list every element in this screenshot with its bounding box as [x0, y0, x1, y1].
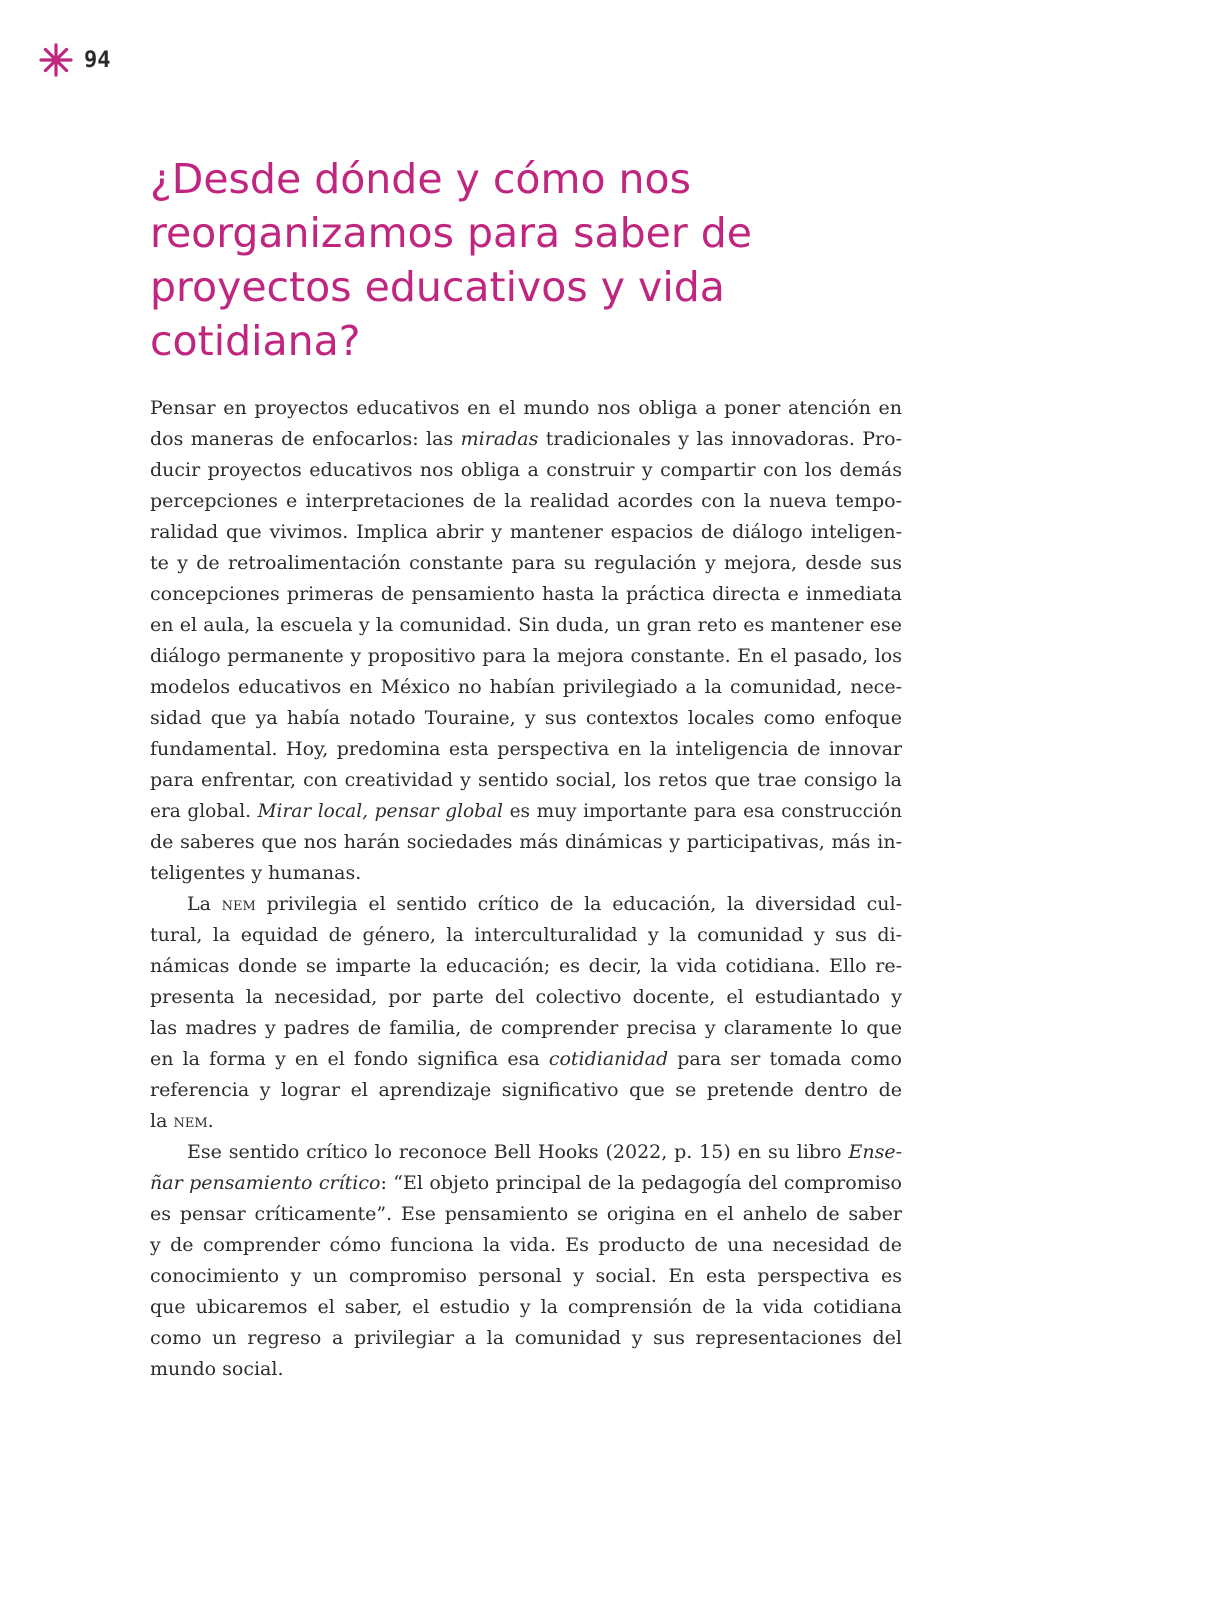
text-line: te y de retroalimentación constante para su regulación y mejora, desde sus	[150, 552, 902, 574]
text-line: como un regreso a privilegiar a la comunidad y sus representaciones del	[150, 1327, 902, 1349]
text-line	[150, 1137, 902, 1168]
title-line: reorganizamos para saber de	[150, 209, 753, 257]
text-line: Pensar en proyectos educativos en el mundo nos obliga a poner atención en	[150, 397, 902, 419]
title-line: ¿Desde dónde y cómo nos	[150, 155, 691, 203]
text-line: námicas donde se imparte la educación; es decir, la vida cotidiana. Ello re-	[150, 955, 902, 977]
text-line: modelos educativos en México no habían privilegiado a la comunidad, nece-	[150, 676, 902, 698]
text-line: mundo social.	[150, 1358, 284, 1380]
text-line: percepciones e interpretaciones de la realidad acordes con la nueva tempo-	[150, 490, 902, 512]
paragraph-1	[150, 393, 902, 889]
paragraph-2	[150, 889, 902, 1137]
text-line: fundamental. Hoy, predomina esta perspectiva en la inteligencia de innovar	[150, 738, 902, 760]
text-line: diálogo permanente y propositivo para la mejora constante. En el pasado, los	[150, 645, 902, 667]
acronym-nem: nem	[221, 893, 256, 915]
text-line: conocimiento y un compromiso personal y social. En esta perspectiva es	[150, 1265, 902, 1287]
text-line: teligentes y humanas.	[150, 862, 362, 884]
text-run: para ser tomada como	[668, 1048, 902, 1070]
text-line: concepciones primeras de pensamiento hasta la práctica directa e inmediata	[150, 583, 902, 605]
emphasis-mirar-local: Mirar local, pensar global	[257, 801, 503, 822]
emphasis-book-title: ñar pensamiento crítico	[150, 1172, 381, 1194]
text-line: en el aula, la escuela y la comunidad. Sin duda, un gran reto es mantener ese	[150, 614, 902, 636]
text-line	[150, 796, 902, 827]
text-line: de saberes que nos harán sociedades más dinámicas y participativas, más in-	[150, 831, 902, 853]
paragraph-3	[150, 1137, 902, 1385]
emphasis-miradas: miradas	[460, 428, 539, 450]
text-line	[150, 1106, 902, 1137]
text-run: es muy importante para esa construcción	[502, 801, 902, 822]
text-line: referencia y lograr el aprendizaje significativo que se pretende dentro de	[150, 1079, 902, 1101]
text-line	[150, 1044, 902, 1075]
text-line	[150, 1168, 902, 1199]
asterisk-flower-icon	[38, 42, 74, 78]
text-run: privilegia el sentido crítico de la educación, la diversidad cul-	[255, 893, 902, 915]
text-run: dos maneras de enfocarlos: las	[150, 428, 461, 450]
text-run: : “El objeto principal de la pedagogía del compromiso	[380, 1172, 902, 1194]
text-line: y de comprender cómo funciona la vida. Es producto de una necesidad de	[150, 1234, 902, 1256]
text-line: es pensar críticamente”. Ese pensamiento se origina en el anhelo de saber	[150, 1203, 902, 1225]
page-number: 94	[84, 47, 111, 73]
text-line	[150, 424, 902, 455]
text-run: La	[187, 893, 222, 915]
title-line: proyectos educativos y vida	[150, 263, 725, 311]
text-line	[150, 889, 902, 920]
acronym-nem: nem	[173, 1110, 208, 1132]
text-run: era global.	[150, 801, 258, 822]
text-line: que ubicaremos el saber, el estudio y la comprensión de la vida cotidiana	[150, 1296, 902, 1318]
text-line: sidad que ya había notado Touraine, y sus contextos locales como enfoque	[150, 707, 902, 729]
emphasis-cotidianidad: cotidianidad	[548, 1048, 669, 1070]
body-text	[150, 393, 902, 1385]
text-line: para enfrentar, con creatividad y sentido social, los retos que trae consigo la	[150, 769, 902, 791]
section-title	[150, 152, 870, 368]
text-line: las madres y padres de familia, de comprender precisa y claramente lo que	[150, 1017, 902, 1039]
emphasis-book-title: Ense-	[848, 1141, 902, 1163]
text-line: presenta la necesidad, por parte del colectivo docente, el estudiantado y	[150, 986, 902, 1008]
text-line: ralidad que vivimos. Implica abrir y mantener espacios de diálogo inteligen-	[150, 521, 902, 543]
text-run: Ese sentido crítico lo reconoce Bell Hooks (2022, p. 15) en su libro	[187, 1141, 849, 1163]
text-run: la	[150, 1110, 174, 1132]
text-line: tural, la equidad de género, la interculturalidad y la comunidad y sus di-	[150, 924, 902, 946]
text-run: tradicionales y las innovadoras. Pro-	[538, 428, 902, 450]
text-run: .	[207, 1110, 214, 1132]
title-line: cotidiana?	[150, 317, 361, 365]
text-run: en la forma y en el fondo significa esa	[150, 1048, 549, 1070]
text-line: ducir proyectos educativos nos obliga a construir y compartir con los demás	[150, 459, 902, 481]
page-header	[38, 42, 111, 78]
